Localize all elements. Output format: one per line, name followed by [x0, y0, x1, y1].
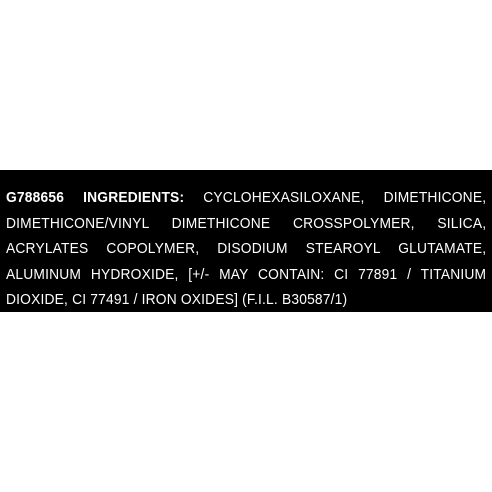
ingredients-label-panel: [0, 170, 492, 312]
product-code: G788656: [6, 189, 65, 206]
ingredients-paragraph: [6, 185, 486, 313]
ingredients-list: CYCLOHEXASILOXANE, DIMETHICONE, DIMETHICONE/VINYL DIMETHICONE CROSSPOLYMER, SILICA, ACRYLATES COPOLYMER, DISODIUM STEAROYL GLUTAMATE, ALUMINUM HYDROXIDE, [+/- MAY CONTAIN: CI 77891 / TITANIUM DIOXIDE, CI 77491 / IRON OXIDES] (F.I.L. B30587/1): [6, 189, 487, 308]
ingredients-heading: INGREDIENTS:: [83, 189, 185, 206]
